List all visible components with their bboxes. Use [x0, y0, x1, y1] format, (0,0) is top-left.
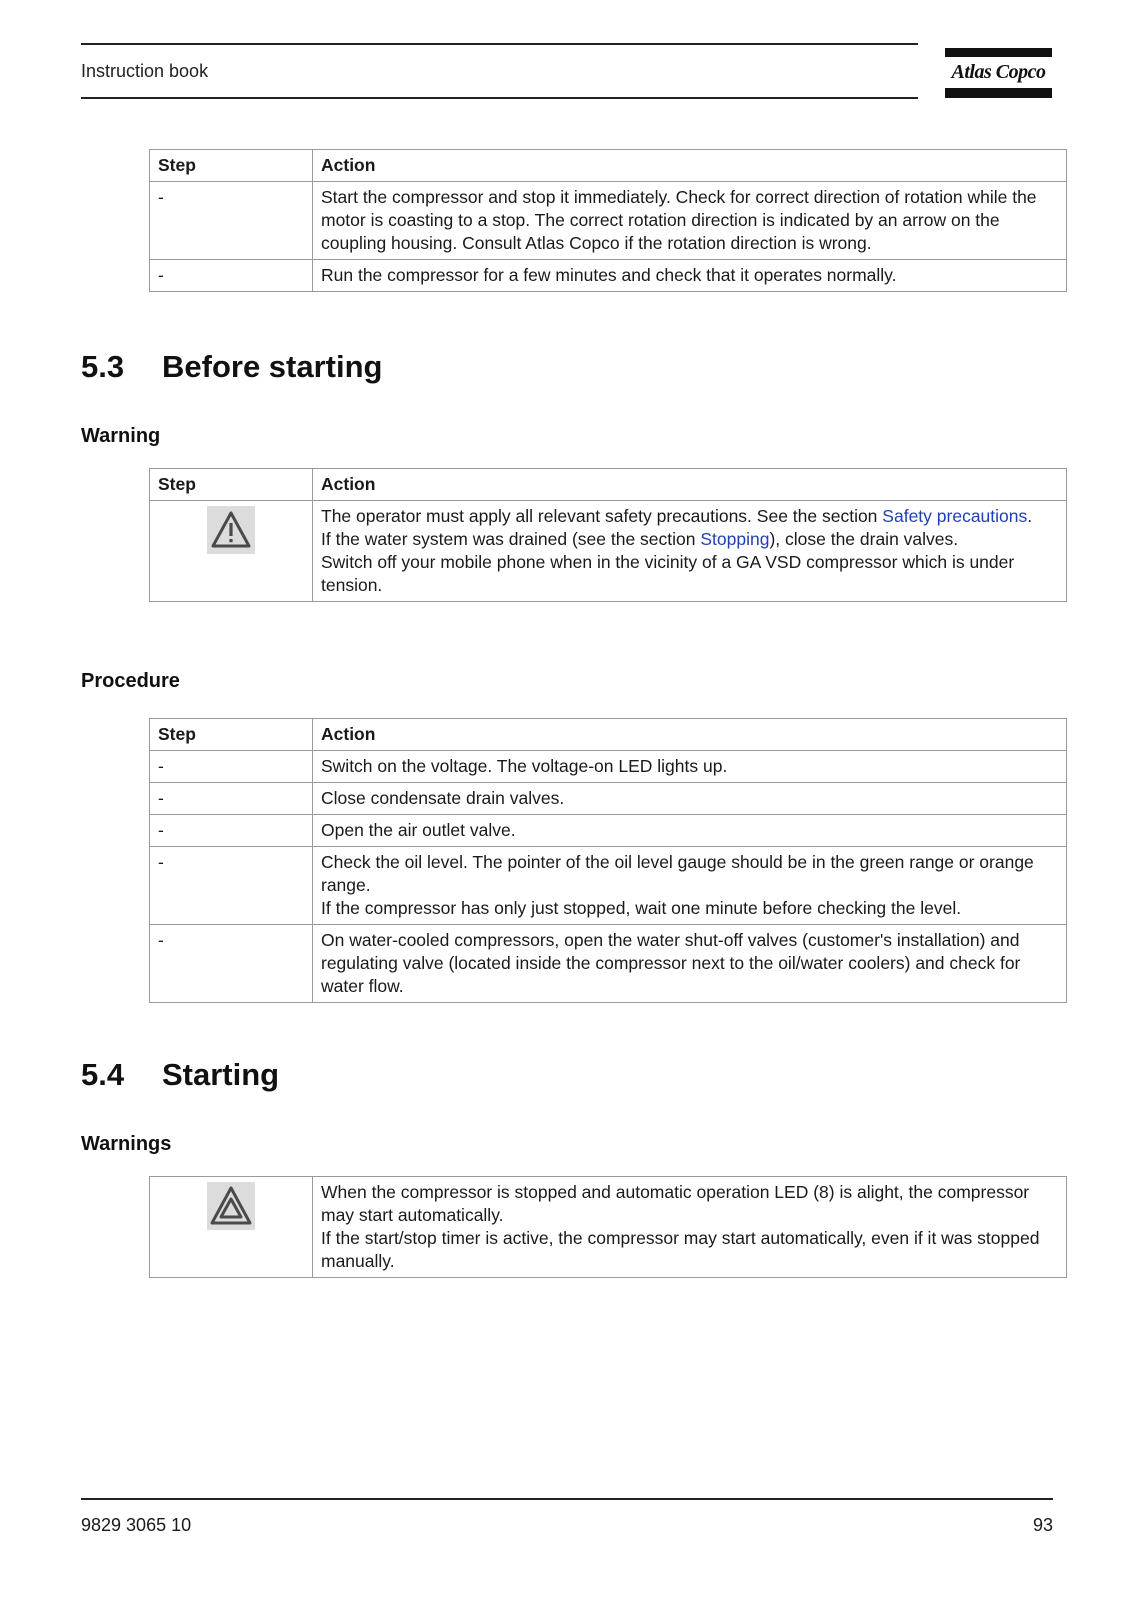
step-cell: - [150, 847, 313, 925]
logo-top-bar [945, 48, 1052, 57]
table-row [150, 815, 1067, 847]
logo-bottom-bar [945, 88, 1052, 98]
procedure-heading: Procedure [81, 670, 180, 692]
warning-table [149, 468, 1067, 602]
stopping-link[interactable]: Stopping [700, 529, 770, 549]
section-number: 5.3 [81, 349, 125, 384]
table-row [150, 783, 1067, 815]
step-column-header: Step [150, 719, 313, 751]
oil-level-text: Check the oil level. The pointer of the oil level gauge should be in the green range or orange range. [321, 852, 1034, 895]
table-header-row [150, 150, 1067, 182]
section-heading-before-starting [81, 349, 382, 385]
step-table-top [149, 149, 1067, 292]
table-header-row [150, 719, 1067, 751]
footer-rule [81, 1498, 1053, 1500]
action-column-header: Action [313, 469, 1067, 501]
warning-heading: Warning [81, 425, 161, 447]
action-cell: Run the compressor for a few minutes and check that it operates normally. [313, 260, 1067, 292]
step-cell: - [150, 182, 313, 260]
action-cell: Open the air outlet valve. [313, 815, 1067, 847]
drain-text-end: ), close the drain valves. [769, 529, 959, 549]
table-row [150, 925, 1067, 1003]
page-number: 93 [1032, 1515, 1053, 1535]
brand-logo [945, 48, 1052, 100]
table-row [150, 1177, 1067, 1278]
action-cell [313, 1177, 1067, 1278]
step-column-header: Step [150, 150, 313, 182]
step-cell: - [150, 751, 313, 783]
document-number: 9829 3065 10 [81, 1515, 192, 1535]
action-cell: On water-cooled compressors, open the water shut-off valves (customer's installation) and regulating valve (located inside the compressor next to the oil/water coolers) and check for water flow. [313, 925, 1067, 1003]
action-cell [313, 847, 1067, 925]
section-number: 5.4 [81, 1057, 125, 1092]
section-title: Before starting [162, 349, 383, 384]
step-cell: - [150, 815, 313, 847]
page-header [81, 43, 918, 99]
action-cell: Switch on the voltage. The voltage-on LED lights up. [313, 751, 1067, 783]
icon-cell [150, 1177, 313, 1278]
start-stop-timer-line: If the start/stop timer is active, the compressor may start automatically, even if it was stopped manually. [321, 1228, 1040, 1271]
warnings-table [149, 1176, 1067, 1278]
step-cell: - [150, 260, 313, 292]
step-cell: - [150, 925, 313, 1003]
precaution-text: The operator must apply all relevant safety precautions. See the section [321, 506, 883, 526]
logo-wordmark: Atlas Copco [951, 61, 1046, 83]
table-row [150, 501, 1067, 602]
automatic-start-icon [207, 1182, 255, 1230]
action-cell: Start the compressor and stop it immediately. Check for correct direction of rotation while the motor is coasting to a stop. The correct rotation direction is indicated by an arrow on the coupling housing. Consult Atlas Copco if the rotation direction is wrong. [313, 182, 1067, 260]
warnings-heading: Warnings [81, 1133, 172, 1155]
drain-text: If the water system was drained (see the section [321, 529, 701, 549]
table-row [150, 847, 1067, 925]
header-title: Instruction book [81, 61, 209, 81]
section-heading-starting [81, 1057, 279, 1093]
action-cell [313, 501, 1067, 602]
table-row [150, 182, 1067, 260]
precaution-line [321, 505, 1058, 528]
safety-precautions-link[interactable]: Safety precautions [882, 506, 1028, 526]
warning-icon [207, 506, 255, 554]
action-cell: Close condensate drain valves. [313, 783, 1067, 815]
action-column-header: Action [313, 719, 1067, 751]
table-header-row [150, 469, 1067, 501]
drain-line [321, 528, 1058, 551]
precaution-text-end: . [1027, 506, 1033, 526]
procedure-table [149, 718, 1067, 1003]
table-row [150, 260, 1067, 292]
step-cell: - [150, 783, 313, 815]
action-column-header: Action [313, 150, 1067, 182]
oil-level-note: If the compressor has only just stopped, wait one minute before checking the level. [321, 898, 962, 918]
section-title: Starting [162, 1057, 280, 1092]
step-column-header: Step [150, 469, 313, 501]
auto-start-led-line: When the compressor is stopped and automatic operation LED (8) is alight, the compressor may start automatically. [321, 1182, 1030, 1225]
table-row [150, 751, 1067, 783]
step-cell [150, 501, 313, 602]
mobile-phone-line: Switch off your mobile phone when in the vicinity of a GA VSD compressor which is under tension. [321, 552, 1015, 595]
